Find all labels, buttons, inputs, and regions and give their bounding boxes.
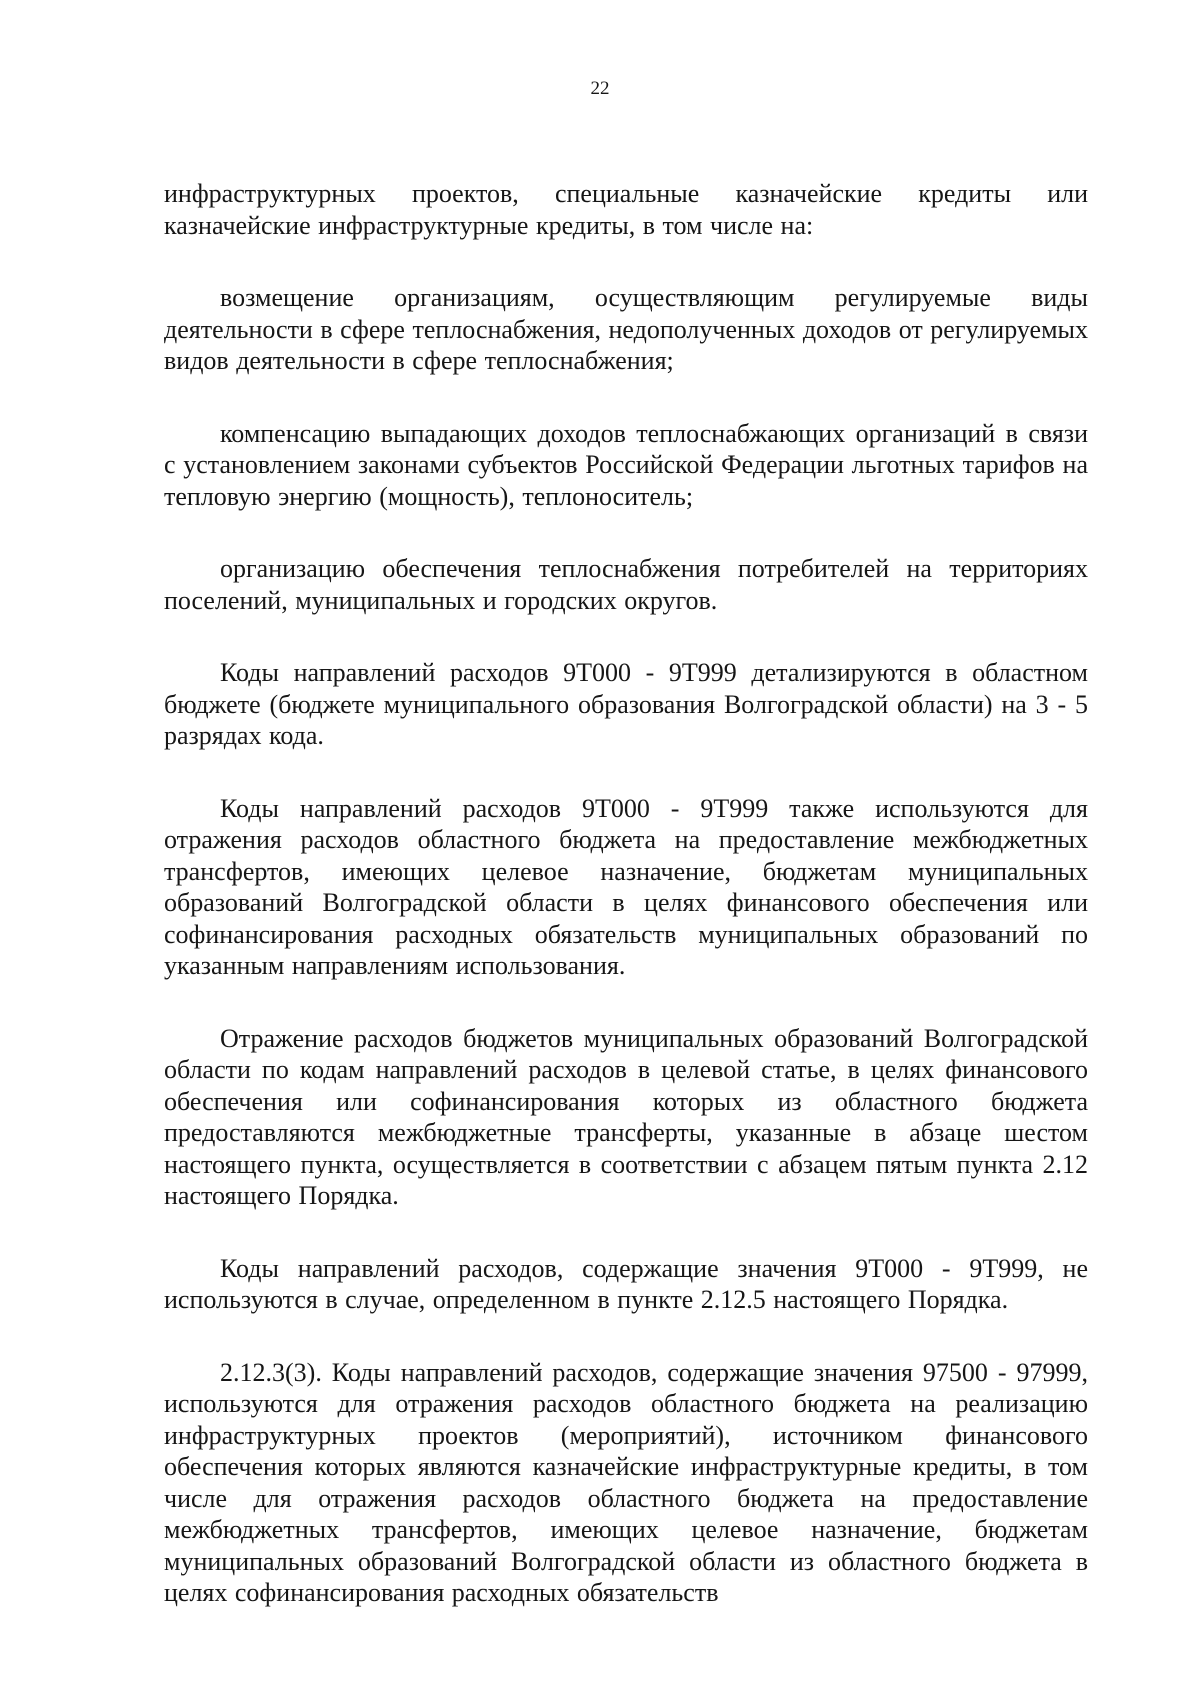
page-number: 22 <box>590 78 610 99</box>
paragraph-lost-income-compensation: компенсацию выпадающих доходов теплоснабжающих организаций в связи с установлением законами субъектов Российской Федерации льготных тарифов на тепловую энергию (мощность), теплоноситель; <box>164 418 1088 511</box>
paragraph-codes-detail: Коды направлений расходов 9Т000 - 9Т999 детализируются в областном бюджете (бюджете муниципального образования Волгоградской области) на 3 - 5 разрядах кода. <box>164 658 1088 750</box>
paragraph-clause-2-12-3-3: 2.12.3(3). Коды направлений расходов, содержащие значения 97500 - 97999, используются для отражения расходов областного бюджета на реализацию инфраструктурных проектов (мероприятий), источником финансового обеспечения которых являются казначейские инфраструктурные кредиты, в том числе для отражения расходов областного бюджета на предоставление межбюджетных трансфертов, имеющих целевое назначение, бюджетам муниципальных образований Волгоградской области из областного бюджета в целях софинансирования расходных обязательств <box>164 1357 1088 1607</box>
document-body <box>164 178 1088 1650</box>
paragraph-continuation: инфраструктурных проектов, специальные казначейские кредиты или казначейские инфраструктурные кредиты, в том числе на: <box>164 179 1088 240</box>
paragraph-heat-supply-organization: организацию обеспечения теплоснабжения потребителей на территориях поселений, муниципальных и городских округов. <box>164 554 1088 615</box>
paragraph-codes-transfers: Коды направлений расходов 9Т000 - 9Т999 также используются для отражения расходов областного бюджета на предоставление межбюджетных трансфертов, имеющих целевое назначение, бюджетам муниципальных образований Волгоградской области в целях финансового обеспечения или софинансирования расходных обязательств муниципальных образований по указанным направлениям использования. <box>164 793 1088 980</box>
paragraph-heat-supply-compensation: возмещение организациям, осуществляющим регулируемые виды деятельности в сфере теплоснабжения, недополученных доходов от регулируемых видов деятельности в сфере теплоснабжения; <box>164 283 1088 375</box>
paragraph-codes-not-used: Коды направлений расходов, содержащие значения 9Т000 - 9Т999, не используются в случае, определенном в пункте 2.12.5 настоящего Порядка. <box>164 1253 1088 1314</box>
paragraph-municipal-expenses: Отражение расходов бюджетов муниципальных образований Волгоградской области по кодам направлений расходов в целевой статье, в целях финансового обеспечения или софинансирования которых из областного бюджета предоставляются межбюджетные трансферты, указанные в абзаце шестом настоящего пункта, осуществляется в соответствии с абзацем пятым пункта 2.12 настоящего Порядка. <box>164 1023 1088 1210</box>
